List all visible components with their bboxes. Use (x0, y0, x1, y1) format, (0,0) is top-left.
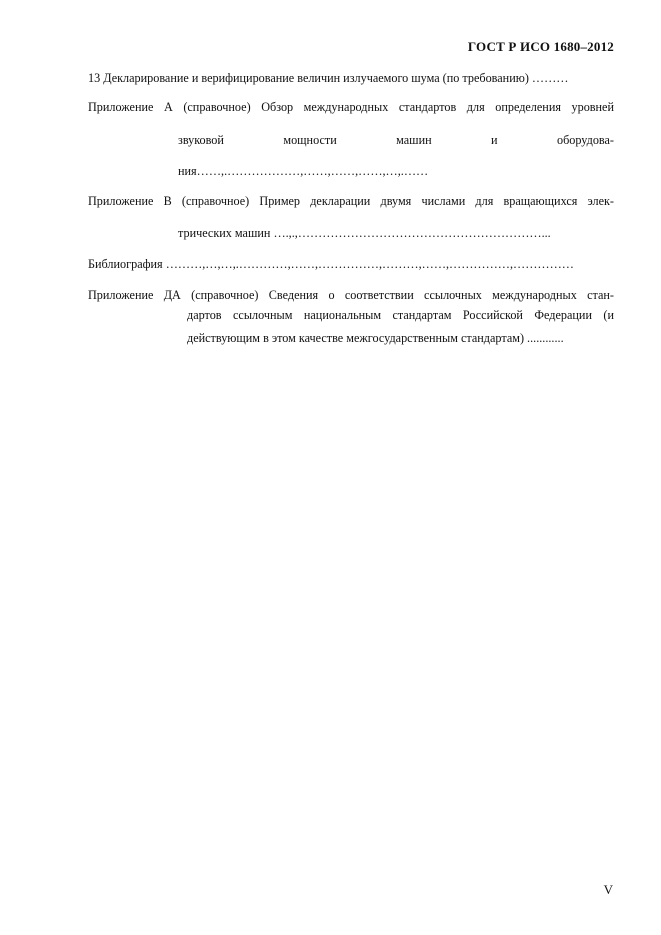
toc-appendix-da-line-2: дартов ссылочным национальным стандартам Российской Федерации (и (187, 308, 614, 322)
toc-appendix-a-line-2: звуковой мощности машин и оборудова- (178, 133, 614, 147)
toc-appendix-a-line-1: Приложение А (справочное) Обзор международных стандартов для определения уровней (88, 100, 614, 114)
toc-appendix-da-line-3: действующим в этом качестве межгосударственным стандартам) ............ (187, 331, 564, 345)
document-code-header: ГОСТ Р ИСО 1680–2012 (467, 39, 614, 54)
toc-appendix-da-line-1: Приложение ДА (справочное) Сведения о соответствии ссылочных международных стан- (88, 288, 614, 302)
toc-bibliography: Библиография ………,…,…,.…………,……,……………,………,……,……………,…………… (88, 257, 574, 271)
toc-appendix-b-line-1: Приложение В (справочное) Пример декларации двумя числами для вращающихся элек- (88, 194, 614, 208)
toc-appendix-b-line-2: трических машин ….,.,……………………………………………………... (178, 226, 551, 240)
toc-appendix-a-line-3: ния……,.………………,……,……,……,…,.…… (178, 164, 429, 178)
page-number: V (603, 882, 613, 897)
toc-item-13: 13 Декларирование и верифицирование величин излучаемого шума (по требованию) ……… (88, 71, 569, 85)
